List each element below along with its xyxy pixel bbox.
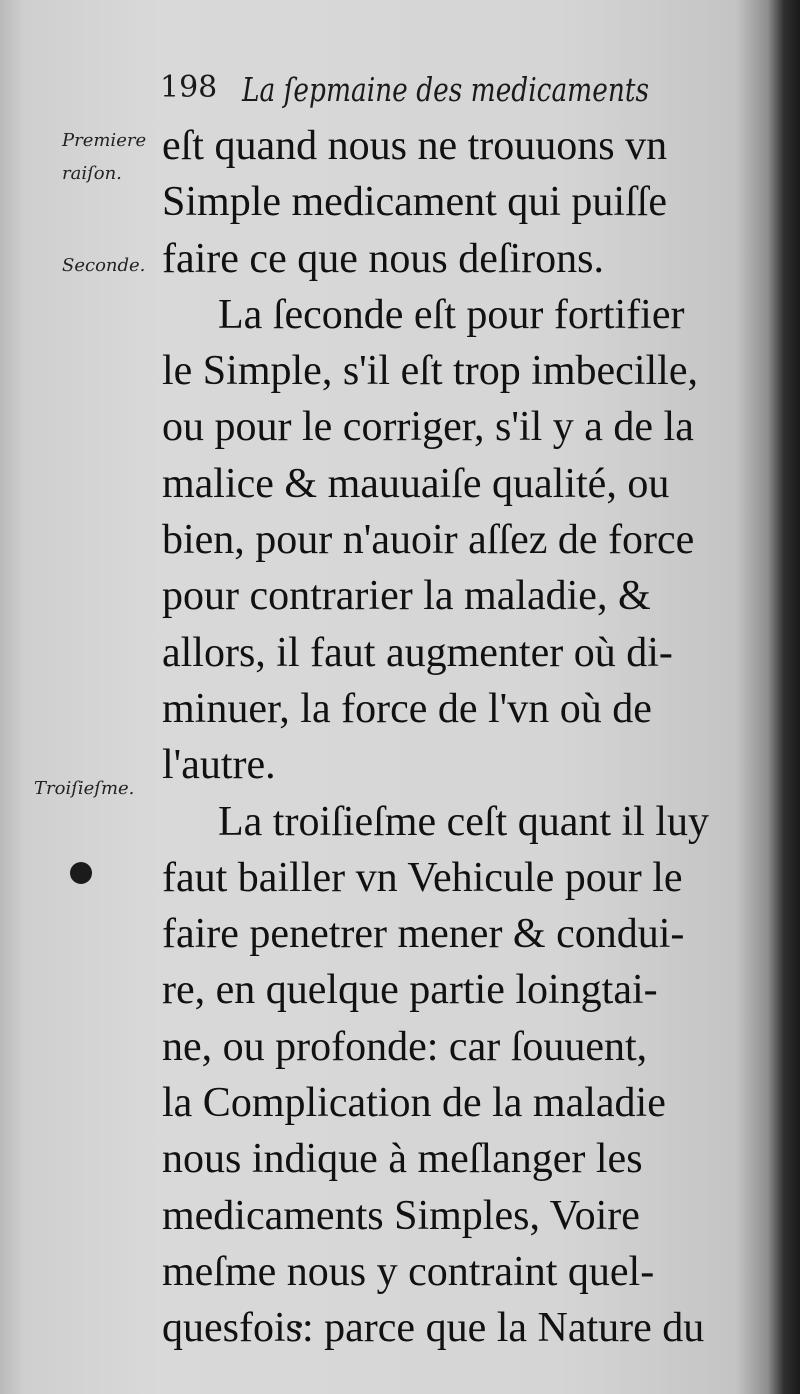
text-line: nous indique à meſlanger les — [162, 1136, 643, 1183]
text-line: minuer, la force de l'vn où de — [162, 685, 652, 732]
text-line: Simple medicament qui puiſſe — [162, 179, 668, 226]
text-line: ou pour le corriger, s'il y a de la — [162, 404, 694, 451]
text-line: pour contrarier la maladie, & — [162, 573, 651, 620]
ink-blot — [70, 862, 92, 884]
page-number: 198 — [160, 70, 218, 105]
text-line: eſt quand nous ne trouuons vn — [162, 123, 668, 169]
text-line: medicaments Simples, Voire — [162, 1192, 640, 1239]
text-line: bien, pour n'auoir aſſez de force — [162, 517, 695, 564]
text-line: l'autre. — [162, 742, 276, 789]
text-line: ne, ou profonde: car ſouuent, — [162, 1023, 648, 1070]
text-line: faire penetrer mener & condui- — [162, 911, 685, 958]
text-line: La ſeconde eſt pour fortifier — [218, 291, 685, 338]
page-header — [160, 70, 720, 118]
text-line: malice & mauuaiſe qualité, ou — [162, 460, 670, 507]
text-line: quesfois: parce que la Nature du — [162, 1305, 705, 1352]
text-line: la Complication de la maladie — [162, 1080, 666, 1127]
margin-note-seconde: Seconde. — [62, 255, 146, 276]
body-text — [162, 118, 722, 1357]
text-line: faire ce que nous deſirons. — [162, 235, 605, 282]
text-line: meſme nous y contraint quel- — [162, 1248, 655, 1295]
text-line: La troiſieſme ceſt quant il luy — [218, 798, 710, 845]
margin-note-premiere: Premiere — [62, 130, 147, 151]
text-line: re, en quelque partie loingtai- — [162, 967, 658, 1014]
margin-note-raison: raiſon. — [62, 163, 122, 184]
text-line: faut bailler vn Vehicule pour le — [162, 854, 683, 901]
margin-note-troisiesme: Troiſieſme. — [34, 778, 135, 799]
text-line: allors, il faut augmenter où di- — [162, 629, 673, 676]
text-line: le Simple, s'il eſt trop imbecille, — [162, 348, 698, 395]
running-title: La ſepmaine des medicaments — [242, 70, 649, 109]
